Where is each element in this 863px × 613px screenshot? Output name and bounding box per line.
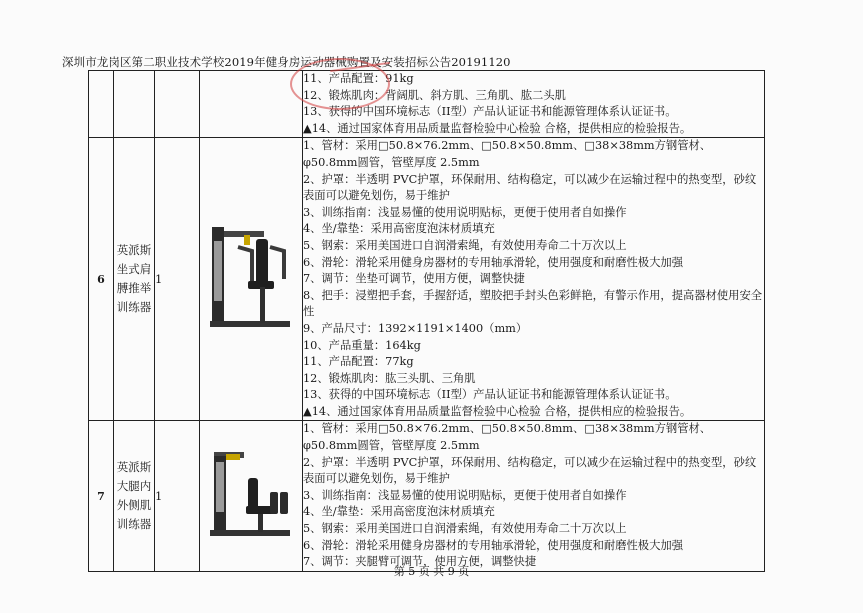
table-row [89,71,765,138]
product-image-cell [200,138,303,421]
spec-line: 6、滑轮：滑轮采用健身房器材的专用轴承滑轮，使用强度和耐磨性极大加强 [303,538,683,552]
spec-line: ▲14、通过国家体育用品质量监督检验中心检验 合格，提供相应的检验报告。 [303,121,692,135]
spec-line: 7、调节：夹腿臂可调节，使用方便，调整快捷 [303,555,537,569]
spec-line: ▲14、通过国家体育用品质量监督检验中心检验 合格，提供相应的检验报告。 [303,404,692,418]
shoulder-press-machine-image [208,221,294,333]
product-image-cell [200,71,303,138]
spec-line: 5、钢索：采用美国进口自润滑索绳，有效使用寿命二十万次以上 [303,522,627,536]
product-quantity: 1 [155,421,200,571]
product-name: 英派斯坐式肩膊推举训练器 [114,138,155,421]
spec-line: φ50.8mm圆管，管壁厚度 2.5mm [303,439,480,453]
spec-line: 11、产品配置：77kg [303,355,414,369]
row-index [89,71,114,138]
row-index: 6 [89,138,114,421]
spec-line: 13、获得的中国环境标志（II型）产品认证证书和能源管理体系认证证书。 [303,105,677,119]
table-row [89,138,765,421]
spec-line: 13、获得的中国环境标志（II型）产品认证证书和能源管理体系认证证书。 [303,388,677,402]
spec-description [303,71,765,138]
spec-line: 11、产品配置：91kg [303,72,414,85]
spec-line: 10、产品重量：164kg [303,338,421,352]
table-row [89,421,765,571]
spec-line: 7、调节：坐垫可调节，使用方便，调整快捷 [303,272,525,286]
spec-line: φ50.8mm圆管，管壁厚度 2.5mm [303,155,480,169]
spec-line: 12、锻炼肌肉：肱三头肌、三角肌 [303,371,476,385]
spec-line: 6、滑轮：滑轮采用健身房器材的专用轴承滑轮，使用强度和耐磨性极大加强 [303,255,683,269]
product-image-cell [200,421,303,571]
spec-line: 1、管材：采用□50.8×76.2mm、□50.8×50.8mm、□38×38mm方钢管材、 [303,139,712,153]
product-quantity: 1 [155,138,200,421]
spec-line: 2、护罩：半透明 PVC护罩，环保耐用、结构稳定，可以减少在运输过程中的热变型，砂纹表面可以避免划伤，易于维护 [303,455,757,486]
product-quantity [155,71,200,138]
spec-line: 5、钢索：采用美国进口自润滑索绳，有效使用寿命二十万次以上 [303,238,627,252]
spec-table [88,70,765,572]
spec-description [303,138,765,421]
spec-line: 12、锻炼肌肉：背阔肌、斜方肌、三角肌、肱二头肌 [303,88,566,102]
spec-line: 2、护罩：半透明 PVC护罩，环保耐用、结构稳定，可以减少在运输过程中的热变型，砂纹表面可以避免划伤，易于维护 [303,172,757,203]
spec-line: 8、把手：浸塑把手套，手握舒适，塑胶把手封头色彩鲜艳，有警示作用，提高器材使用安全性 [303,288,763,319]
spec-description [303,421,765,571]
spec-line: 1、管材：采用□50.8×76.2mm、□50.8×50.8mm、□38×38mm方钢管材、 [303,422,712,436]
spec-line: 4、坐/靠垫：采用高密度泡沫材质填充 [303,505,495,519]
hip-adductor-machine-image [208,448,294,540]
product-name [114,71,155,138]
spec-line: 3、训练指南：浅显易懂的使用说明贴标，更便于使用者自如操作 [303,488,627,502]
page-number: 第 5 页 共 9 页 [393,565,470,578]
row-index: 7 [89,421,114,571]
spec-line: 3、训练指南：浅显易懂的使用说明贴标，更便于使用者自如操作 [303,205,627,219]
spec-line: 4、坐/靠垫：采用高密度泡沫材质填充 [303,222,495,236]
page-header: 深圳市龙岗区第二职业技术学校2019年健身房运动器械购置及安装招标公告20191120 [62,55,511,69]
spec-line: 9、产品尺寸：1392×1191×1400（mm） [303,321,528,335]
product-name: 英派斯大腿内外侧肌训练器 [114,421,155,571]
